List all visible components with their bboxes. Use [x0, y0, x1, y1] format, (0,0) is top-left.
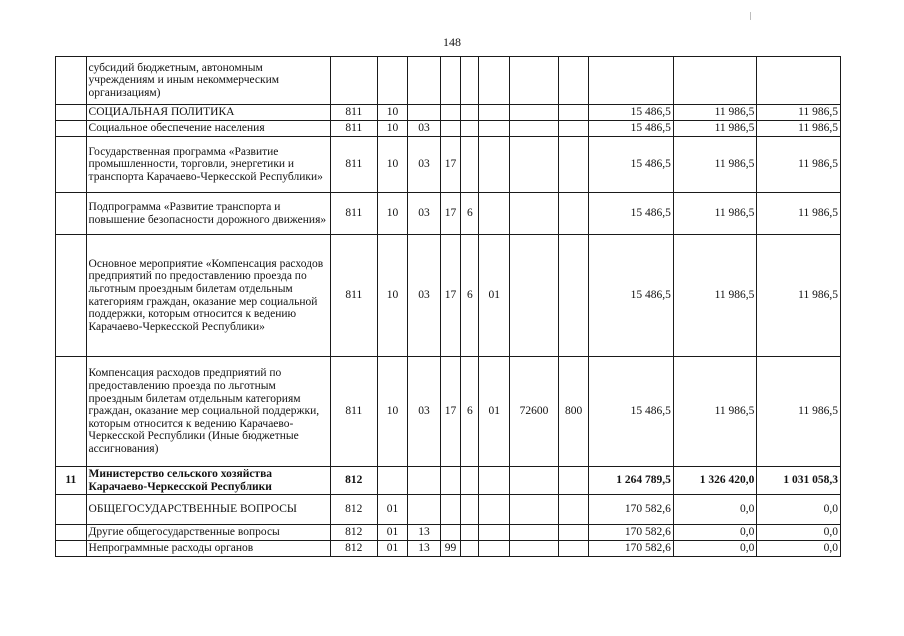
amount-cell: 170 582,6: [589, 495, 674, 525]
code-cell: 811: [330, 121, 377, 137]
row-name: Социальное обеспечение населения: [86, 121, 330, 137]
amount-cell: 15 486,5: [589, 357, 674, 467]
table-body: [56, 57, 841, 557]
row-name: Подпрограмма «Развитие транспорта и повышение безопасности дорожного движения»: [86, 193, 330, 235]
row-number: 11: [56, 467, 87, 495]
amount-cell: 11 986,5: [757, 235, 841, 357]
code-cell: [408, 467, 441, 495]
table-row: [56, 525, 841, 541]
scan-mark: [750, 12, 751, 20]
code-cell: [510, 105, 559, 121]
code-cell: [479, 137, 510, 193]
amount-cell: 0,0: [673, 495, 756, 525]
code-cell: 01: [479, 357, 510, 467]
code-cell: 811: [330, 137, 377, 193]
code-cell: 10: [377, 357, 408, 467]
code-cell: 13: [408, 541, 441, 557]
table-row: [56, 193, 841, 235]
code-cell: [558, 495, 589, 525]
code-cell: 17: [440, 193, 460, 235]
code-cell: [440, 495, 460, 525]
table-row: [56, 105, 841, 121]
code-cell: [461, 137, 479, 193]
amount-cell: 11 986,5: [757, 121, 841, 137]
code-cell: [558, 121, 589, 137]
row-number: [56, 525, 87, 541]
row-number: [56, 105, 87, 121]
code-cell: [510, 193, 559, 235]
code-cell: [510, 525, 559, 541]
code-cell: 10: [377, 121, 408, 137]
amount-cell: [757, 57, 841, 105]
amount-cell: 0,0: [757, 495, 841, 525]
code-cell: 03: [408, 357, 441, 467]
code-cell: 812: [330, 525, 377, 541]
code-cell: [330, 57, 377, 105]
amount-cell: [673, 57, 756, 105]
code-cell: 01: [377, 495, 408, 525]
code-cell: [461, 541, 479, 557]
amount-cell: 1 264 789,5: [589, 467, 674, 495]
table-row: [56, 235, 841, 357]
code-cell: [510, 235, 559, 357]
amount-cell: 0,0: [757, 525, 841, 541]
code-cell: 811: [330, 357, 377, 467]
code-cell: [408, 495, 441, 525]
code-cell: [461, 525, 479, 541]
row-name: Министерство сельского хозяйства Карачаево-Черкесской Республики: [86, 467, 330, 495]
budget-table: [55, 56, 841, 557]
row-name: Государственная программа «Развитие промышленности, торговли, энергетики и транспорта Карачаево-Черкесской Республики»: [86, 137, 330, 193]
code-cell: [461, 57, 479, 105]
code-cell: [408, 57, 441, 105]
code-cell: [510, 541, 559, 557]
code-cell: [377, 467, 408, 495]
row-number: [56, 121, 87, 137]
code-cell: 812: [330, 467, 377, 495]
row-number: [56, 357, 87, 467]
amount-cell: 11 986,5: [673, 193, 756, 235]
code-cell: 01: [479, 235, 510, 357]
code-cell: [510, 121, 559, 137]
code-cell: 17: [440, 357, 460, 467]
row-number: [56, 137, 87, 193]
amount-cell: 170 582,6: [589, 541, 674, 557]
code-cell: 811: [330, 235, 377, 357]
amount-cell: [589, 57, 674, 105]
code-cell: 811: [330, 193, 377, 235]
row-number: [56, 57, 87, 105]
table-row: [56, 137, 841, 193]
code-cell: [461, 495, 479, 525]
amount-cell: 1 326 420,0: [673, 467, 756, 495]
code-cell: [461, 105, 479, 121]
code-cell: [510, 137, 559, 193]
code-cell: [479, 541, 510, 557]
amount-cell: 15 486,5: [589, 235, 674, 357]
code-cell: [440, 57, 460, 105]
code-cell: 03: [408, 193, 441, 235]
row-number: [56, 235, 87, 357]
row-name: СОЦИАЛЬНАЯ ПОЛИТИКА: [86, 105, 330, 121]
code-cell: [558, 57, 589, 105]
amount-cell: 11 986,5: [673, 137, 756, 193]
amount-cell: 15 486,5: [589, 105, 674, 121]
code-cell: 72600: [510, 357, 559, 467]
table-row: [56, 467, 841, 495]
code-cell: [558, 467, 589, 495]
code-cell: [479, 105, 510, 121]
amount-cell: 11 986,5: [757, 105, 841, 121]
code-cell: [558, 235, 589, 357]
row-name: Непрограммные расходы органов: [86, 541, 330, 557]
code-cell: 17: [440, 137, 460, 193]
code-cell: 6: [461, 235, 479, 357]
row-name: Компенсация расходов предприятий по предоставлению проезда по льготным проездным билетам отдельным категориям граждан, оказание мер социальной поддержки, которым относится к ведению Карачаево-Черкесской Республики (Иные бюджетные ассигнования): [86, 357, 330, 467]
code-cell: [408, 105, 441, 121]
code-cell: 01: [377, 541, 408, 557]
code-cell: 10: [377, 105, 408, 121]
code-cell: 13: [408, 525, 441, 541]
code-cell: 812: [330, 541, 377, 557]
row-name: субсидий бюджетным, автономным учреждениям и иным некоммерческим организациям): [86, 57, 330, 105]
code-cell: [510, 495, 559, 525]
code-cell: [461, 121, 479, 137]
amount-cell: 1 031 058,3: [757, 467, 841, 495]
code-cell: [479, 525, 510, 541]
code-cell: [479, 193, 510, 235]
row-number: [56, 495, 87, 525]
code-cell: 01: [377, 525, 408, 541]
amount-cell: 0,0: [757, 541, 841, 557]
code-cell: 812: [330, 495, 377, 525]
code-cell: 800: [558, 357, 589, 467]
code-cell: 03: [408, 137, 441, 193]
page-number: 148: [443, 35, 461, 49]
code-cell: [558, 137, 589, 193]
code-cell: 99: [440, 541, 460, 557]
amount-cell: 11 986,5: [757, 193, 841, 235]
code-cell: [440, 105, 460, 121]
row-number: [56, 541, 87, 557]
amount-cell: 11 986,5: [673, 235, 756, 357]
code-cell: [377, 57, 408, 105]
row-number: [56, 193, 87, 235]
table-row: [56, 121, 841, 137]
code-cell: [510, 57, 559, 105]
row-name: ОБЩЕГОСУДАРСТВЕННЫЕ ВОПРОСЫ: [86, 495, 330, 525]
code-cell: 03: [408, 235, 441, 357]
amount-cell: 11 986,5: [757, 357, 841, 467]
amount-cell: 11 986,5: [673, 121, 756, 137]
code-cell: [558, 105, 589, 121]
code-cell: 6: [461, 357, 479, 467]
amount-cell: 15 486,5: [589, 193, 674, 235]
code-cell: 10: [377, 235, 408, 357]
amount-cell: 15 486,5: [589, 121, 674, 137]
code-cell: [440, 467, 460, 495]
code-cell: 03: [408, 121, 441, 137]
amount-cell: 11 986,5: [673, 105, 756, 121]
code-cell: [558, 193, 589, 235]
code-cell: 811: [330, 105, 377, 121]
code-cell: [558, 541, 589, 557]
row-name: Другие общегосударственные вопросы: [86, 525, 330, 541]
code-cell: 6: [461, 193, 479, 235]
amount-cell: 11 986,5: [673, 357, 756, 467]
amount-cell: 11 986,5: [757, 137, 841, 193]
code-cell: [479, 121, 510, 137]
code-cell: [479, 495, 510, 525]
code-cell: 10: [377, 137, 408, 193]
row-name: Основное мероприятие «Компенсация расходов предприятий по предоставлению проезда по льготным проездным билетам отдельным категориям граждан, оказание мер социальной поддержки, которым относится к ведению Карачаево-Черкесской Республики»: [86, 235, 330, 357]
code-cell: [461, 467, 479, 495]
table-row: [56, 495, 841, 525]
amount-cell: 15 486,5: [589, 137, 674, 193]
amount-cell: 0,0: [673, 525, 756, 541]
code-cell: 10: [377, 193, 408, 235]
amount-cell: 0,0: [673, 541, 756, 557]
table-row: [56, 57, 841, 105]
code-cell: [510, 467, 559, 495]
code-cell: [479, 467, 510, 495]
code-cell: [558, 525, 589, 541]
code-cell: [479, 57, 510, 105]
amount-cell: 170 582,6: [589, 525, 674, 541]
code-cell: [440, 121, 460, 137]
code-cell: 17: [440, 235, 460, 357]
table-row: [56, 541, 841, 557]
table-row: [56, 357, 841, 467]
code-cell: [440, 525, 460, 541]
